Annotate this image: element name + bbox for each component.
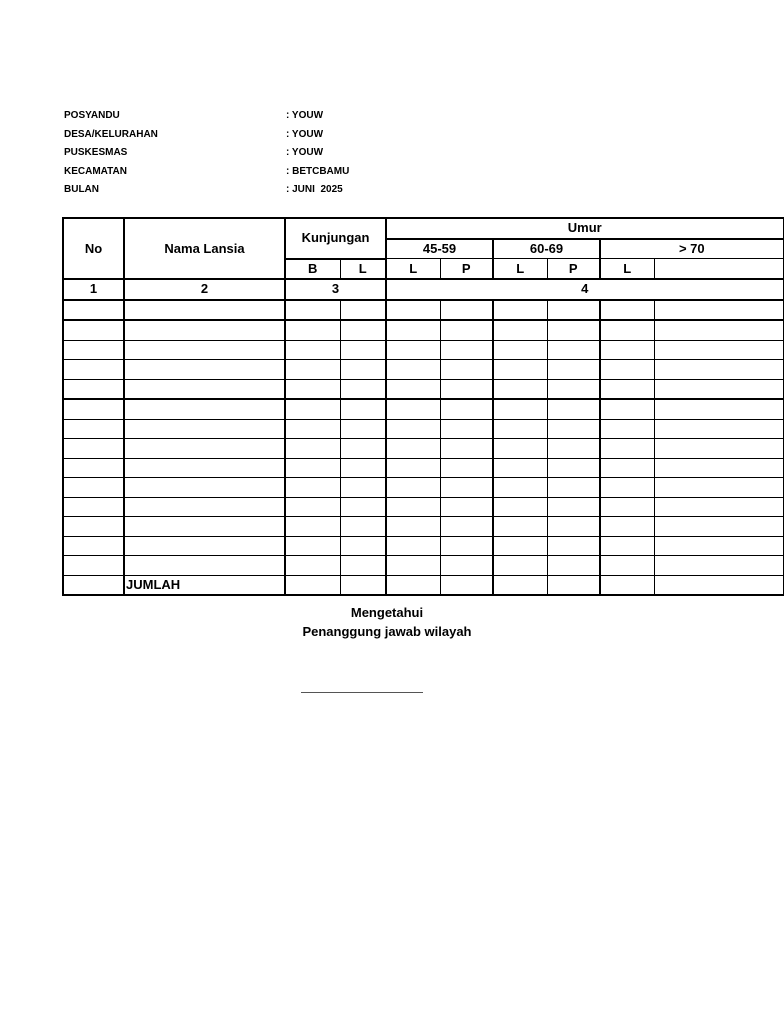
cell-gender-l <box>386 497 440 517</box>
info-value: : JUNI 2025 <box>286 184 343 195</box>
cell-gender-l <box>600 458 654 478</box>
cell-gender-p <box>654 517 783 537</box>
cell-gender-l <box>386 439 440 459</box>
footer-penanggung-jawab: Penanggung jawab wilayah <box>302 624 472 639</box>
cell-nama <box>124 379 285 399</box>
cell-nama <box>124 439 285 459</box>
cell-no <box>63 360 124 380</box>
cell-gender-p <box>654 419 783 439</box>
cell-gender-l <box>600 556 654 576</box>
cell-gender-l <box>600 419 654 439</box>
table-row <box>63 458 783 478</box>
cell-gender-p <box>654 300 783 321</box>
total-kunjungan-b <box>285 575 340 595</box>
cell-gender-l <box>493 517 547 537</box>
cell-no <box>63 517 124 537</box>
cell-kunjungan-b <box>285 360 340 380</box>
info-label: POSYANDU <box>64 110 120 121</box>
cell-gender-l <box>600 340 654 360</box>
cell-kunjungan-l <box>340 360 386 380</box>
header-no: No <box>63 218 124 279</box>
cell-gender-l <box>386 419 440 439</box>
cell-no <box>63 556 124 576</box>
cell-gender-l <box>493 300 547 321</box>
cell-gender-p <box>547 379 600 399</box>
cell-kunjungan-l <box>340 478 386 498</box>
cell-gender-p <box>654 536 783 556</box>
cell-kunjungan-l <box>340 439 386 459</box>
table-row <box>63 300 783 321</box>
cell-gender-l <box>386 320 440 340</box>
cell-nama <box>124 536 285 556</box>
cell-gender-p <box>654 360 783 380</box>
info-label: DESA/KELURAHAN <box>64 128 158 140</box>
table-row <box>63 517 783 537</box>
lansia-table <box>62 217 784 596</box>
cell-gender-l <box>493 458 547 478</box>
cell-gender-p <box>547 517 600 537</box>
lansia-table-container <box>62 217 705 592</box>
cell-gender-p <box>547 497 600 517</box>
cell-gender-p <box>440 419 493 439</box>
total-gender-l <box>600 575 654 595</box>
cell-kunjungan-l <box>340 556 386 576</box>
cell-gender-l <box>386 360 440 380</box>
info-label: BULAN <box>64 184 99 195</box>
header-gender-p <box>654 259 783 280</box>
index-cell: 4 <box>386 279 783 300</box>
cell-gender-p <box>440 536 493 556</box>
cell-gender-l <box>600 439 654 459</box>
header-gender-p: P <box>440 259 493 280</box>
cell-kunjungan-b <box>285 536 340 556</box>
total-gender-p <box>440 575 493 595</box>
cell-kunjungan-b <box>285 556 340 576</box>
cell-gender-p <box>547 536 600 556</box>
cell-no <box>63 379 124 399</box>
cell-kunjungan-l <box>340 536 386 556</box>
cell-gender-l <box>600 300 654 321</box>
cell-kunjungan-b <box>285 497 340 517</box>
cell-gender-l <box>386 340 440 360</box>
index-cell: 1 <box>63 279 124 300</box>
cell-gender-p <box>654 379 783 399</box>
cell-no <box>63 320 124 340</box>
cell-nama <box>124 517 285 537</box>
cell-gender-l <box>386 300 440 321</box>
cell-gender-l <box>386 399 440 419</box>
signature-line <box>301 692 423 693</box>
cell-gender-p <box>440 300 493 321</box>
cell-gender-l <box>600 478 654 498</box>
header-age-over-70: > 70 <box>600 239 783 259</box>
cell-gender-p <box>440 556 493 576</box>
info-row-desa <box>64 127 464 146</box>
cell-no <box>63 439 124 459</box>
cell-kunjungan-b <box>285 517 340 537</box>
cell-gender-p <box>547 458 600 478</box>
cell-nama <box>124 419 285 439</box>
info-value: : YOUW <box>286 128 324 140</box>
total-row <box>63 575 783 595</box>
header-nama-lansia: Nama Lansia <box>124 218 285 279</box>
cell-gender-p <box>654 458 783 478</box>
info-value: : BETCBAMU <box>286 165 350 177</box>
cell-gender-l <box>600 517 654 537</box>
cell-kunjungan-b <box>285 399 340 419</box>
cell-nama <box>124 497 285 517</box>
cell-gender-p <box>654 340 783 360</box>
cell-gender-p <box>440 439 493 459</box>
cell-gender-p <box>440 379 493 399</box>
cell-kunjungan-b <box>285 340 340 360</box>
cell-kunjungan-l <box>340 497 386 517</box>
cell-no <box>63 399 124 419</box>
cell-gender-p <box>547 478 600 498</box>
total-kunjungan-l <box>340 575 386 595</box>
cell-gender-l <box>600 320 654 340</box>
cell-gender-l <box>493 379 547 399</box>
cell-gender-l <box>600 360 654 380</box>
cell-gender-p <box>547 419 600 439</box>
table-row <box>63 320 783 340</box>
total-label: JUMLAH <box>124 575 285 595</box>
cell-no <box>63 458 124 478</box>
cell-gender-l <box>386 458 440 478</box>
cell-gender-p <box>654 497 783 517</box>
cell-gender-l <box>493 478 547 498</box>
cell-gender-l <box>386 478 440 498</box>
cell-kunjungan-l <box>340 379 386 399</box>
cell-gender-l <box>386 517 440 537</box>
index-cell: 3 <box>285 279 386 300</box>
cell-gender-l <box>493 497 547 517</box>
header-gender-p: P <box>547 259 600 280</box>
cell-nama <box>124 320 285 340</box>
cell-kunjungan-l <box>340 419 386 439</box>
table-row <box>63 478 783 498</box>
cell-gender-p <box>654 439 783 459</box>
header-age-45-59: 45-59 <box>386 239 493 259</box>
cell-gender-p <box>547 399 600 419</box>
cell-no <box>63 419 124 439</box>
cell-kunjungan-b <box>285 320 340 340</box>
cell-kunjungan-b <box>285 458 340 478</box>
table-row <box>63 497 783 517</box>
cell-kunjungan-b <box>285 478 340 498</box>
cell-no <box>63 497 124 517</box>
cell-gender-l <box>493 399 547 419</box>
info-row-puskesmas <box>64 145 464 164</box>
index-cell: 2 <box>124 279 285 300</box>
table-row <box>63 536 783 556</box>
cell-kunjungan-l <box>340 300 386 321</box>
cell-nama <box>124 360 285 380</box>
header-gender-l: L <box>493 259 547 280</box>
total-no <box>63 575 124 595</box>
cell-nama <box>124 399 285 419</box>
cell-gender-p <box>440 478 493 498</box>
header-age-60-69: 60-69 <box>493 239 600 259</box>
cell-gender-p <box>654 399 783 419</box>
cell-kunjungan-b <box>285 419 340 439</box>
cell-gender-p <box>440 360 493 380</box>
info-label: KECAMATAN <box>64 165 127 177</box>
cell-no <box>63 478 124 498</box>
cell-gender-p <box>547 360 600 380</box>
table-row <box>63 379 783 399</box>
cell-gender-p <box>440 458 493 478</box>
cell-gender-l <box>493 419 547 439</box>
info-label: PUSKESMAS <box>64 147 128 158</box>
header-umur: Umur <box>386 218 783 239</box>
total-gender-l <box>493 575 547 595</box>
total-gender-p <box>654 575 783 595</box>
cell-gender-p <box>440 517 493 537</box>
cell-gender-l <box>600 536 654 556</box>
cell-no <box>63 536 124 556</box>
cell-gender-l <box>600 497 654 517</box>
table-row <box>63 360 783 380</box>
cell-nama <box>124 458 285 478</box>
header-row-1 <box>63 218 783 239</box>
cell-gender-l <box>600 379 654 399</box>
cell-gender-l <box>386 556 440 576</box>
cell-kunjungan-l <box>340 340 386 360</box>
cell-kunjungan-b <box>285 300 340 321</box>
cell-gender-p <box>440 497 493 517</box>
cell-gender-l <box>386 379 440 399</box>
cell-gender-p <box>547 320 600 340</box>
cell-gender-p <box>440 340 493 360</box>
cell-no <box>63 300 124 321</box>
info-row-posyandu <box>64 108 464 127</box>
info-value: : YOUW <box>286 110 324 121</box>
table-row <box>63 439 783 459</box>
total-gender-l <box>386 575 440 595</box>
cell-gender-p <box>654 320 783 340</box>
cell-nama <box>124 300 285 321</box>
cell-gender-l <box>493 556 547 576</box>
cell-gender-p <box>654 478 783 498</box>
cell-gender-p <box>547 439 600 459</box>
cell-kunjungan-l <box>340 517 386 537</box>
cell-kunjungan-l <box>340 320 386 340</box>
cell-gender-p <box>547 340 600 360</box>
cell-kunjungan-l <box>340 399 386 419</box>
footer-mengetahui: Mengetahui <box>350 605 424 620</box>
cell-kunjungan-b <box>285 439 340 459</box>
header-gender-l: L <box>386 259 440 280</box>
cell-gender-l <box>493 536 547 556</box>
header-info <box>64 108 464 201</box>
cell-gender-p <box>440 320 493 340</box>
header-kunjungan-b: B <box>285 259 340 280</box>
cell-gender-l <box>493 439 547 459</box>
table-row <box>63 556 783 576</box>
cell-nama <box>124 556 285 576</box>
cell-kunjungan-l <box>340 458 386 478</box>
cell-gender-p <box>440 399 493 419</box>
cell-no <box>63 340 124 360</box>
header-kunjungan-l: L <box>340 259 386 280</box>
header-kunjungan: Kunjungan <box>285 218 386 259</box>
cell-nama <box>124 478 285 498</box>
cell-nama <box>124 340 285 360</box>
cell-gender-l <box>600 399 654 419</box>
table-row <box>63 399 783 419</box>
info-row-kecamatan <box>64 164 464 183</box>
cell-kunjungan-b <box>285 379 340 399</box>
cell-gender-p <box>547 300 600 321</box>
total-gender-p <box>547 575 600 595</box>
cell-gender-l <box>493 340 547 360</box>
info-row-bulan <box>64 182 464 201</box>
cell-gender-p <box>547 556 600 576</box>
cell-gender-l <box>386 536 440 556</box>
index-row <box>63 279 783 300</box>
header-gender-l: L <box>600 259 654 280</box>
cell-gender-l <box>493 320 547 340</box>
cell-gender-l <box>493 360 547 380</box>
table-row <box>63 340 783 360</box>
info-value: : YOUW <box>286 147 324 158</box>
table-row <box>63 419 783 439</box>
cell-gender-p <box>654 556 783 576</box>
